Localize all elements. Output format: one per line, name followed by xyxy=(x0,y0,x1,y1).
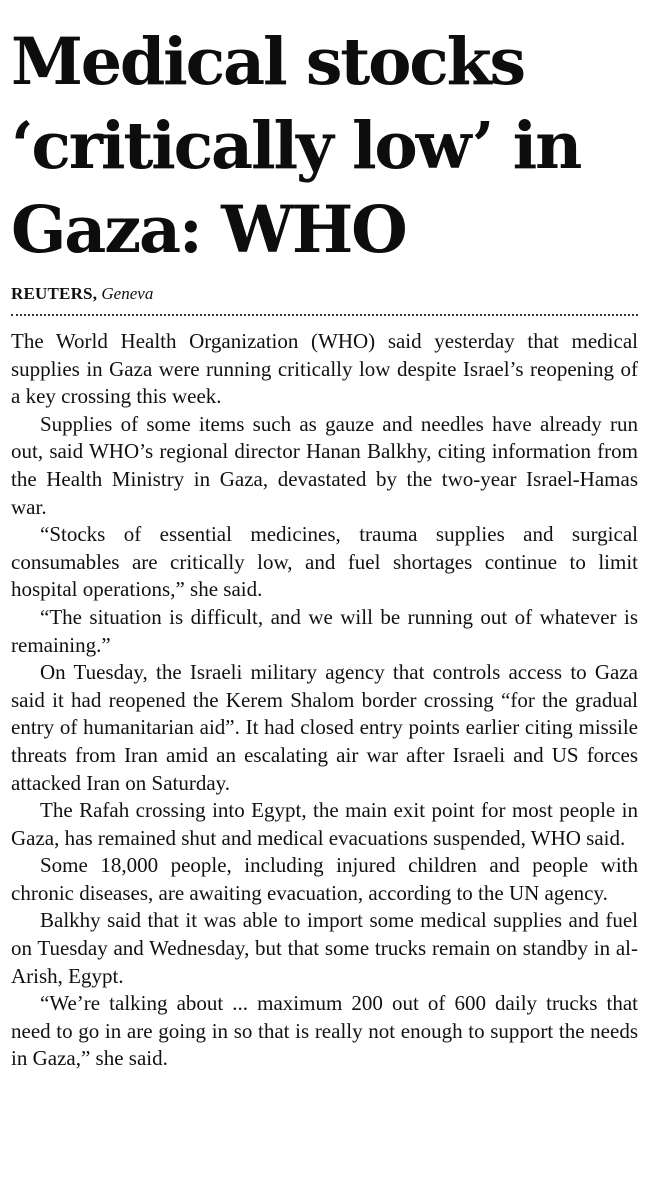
byline-location: Geneva xyxy=(101,284,154,303)
paragraph: Some 18,000 people, including injured children and people with chronic diseases, are awaiting evacuation, according to the UN agency. xyxy=(11,853,638,905)
paragraph: “The situation is difficult, and we will be running out of whatever is remaining.” xyxy=(11,604,638,657)
paragraph: “We’re talking about ... maximum 200 out of 600 daily trucks that need to go in are going in so that is really not enough to support the needs in Gaza,” she said. xyxy=(11,991,638,1071)
paragraph: The World Health Organization (WHO) said yesterday that medical supplies in Gaza were running critically low despite Israel’s reopening of a key crossing this week. xyxy=(11,329,638,409)
paragraph: On Tuesday, the Israeli military agency that controls access to Gaza said it had reopened the Kerem Shalom border crossing “for the gradual entry of humanitarian aid”. It had closed entry points earlier citing missile threats from Iran amid an escalating air war after Israeli and US forces attacked Iran on Saturday. xyxy=(11,660,638,795)
paragraph: “Stocks of essential medicines, trauma supplies and surgical consumables are critically low, and fuel shortages continue to limit hospital operations,” she said. xyxy=(11,522,638,602)
article-body xyxy=(11,328,638,1073)
paragraph: Supplies of some items such as gauze and needles have already run out, said WHO’s regional director Hanan Balkhy, citing information from the Health Ministry in Gaza, devastated by the two-year Israel-Hamas war. xyxy=(11,411,638,519)
headline: Medical stocks ‘critically low’ in Gaza: WHO xyxy=(11,24,581,268)
dotted-divider xyxy=(11,314,638,316)
byline-agency: REUTERS, xyxy=(11,284,98,303)
paragraph: Balkhy said that it was able to import some medical supplies and fuel on Tuesday and Wednesday, but that some trucks remain on standby in al-Arish, Egypt. xyxy=(11,908,638,988)
byline xyxy=(11,282,638,306)
paragraph: The Rafah crossing into Egypt, the main exit point for most people in Gaza, has remained shut and medical evacuations suspended, WHO said. xyxy=(11,798,638,850)
